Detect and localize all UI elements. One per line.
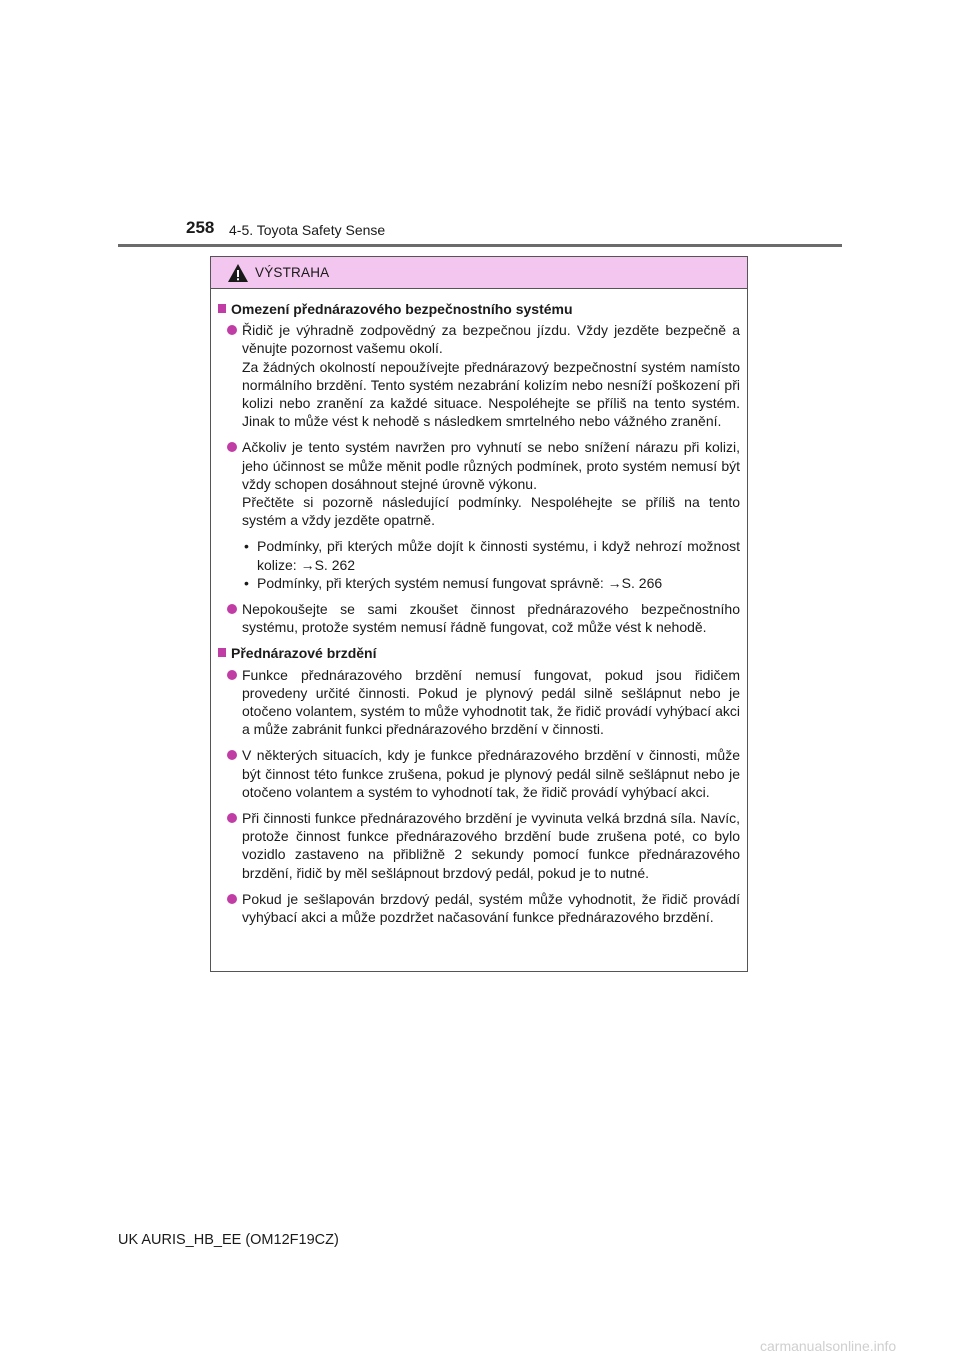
sub-list-item	[242, 574, 740, 592]
paragraph: Při činnosti funkce přednárazového brzdění je vyvinuta velká brzdná síla. Navíc, protože činnost funkce přednárazového brzdění bude zrušena poté, co bylo vozidlo zastaveno na přibližně 2 sekundy pomocí funkce přednárazového brzdění, řidič by měl sešlápnout brzdový pedál, pokud je to nutné.	[242, 810, 740, 881]
dot-bullet-icon: •	[244, 538, 249, 555]
warning-body	[211, 289, 747, 926]
model-code: UK AURIS_HB_EE (OM12F19CZ)	[118, 1232, 339, 1248]
sub-list-text: Podmínky, při kterých může dojít k činnosti systému, i když nehrozí možnost kolize: →S. 262	[257, 538, 740, 573]
section-title: 4-5. Toyota Safety Sense	[229, 222, 386, 238]
circle-bullet-icon	[227, 813, 237, 823]
watermark: carmanualsonline.info	[760, 1338, 897, 1354]
bullet-item	[218, 809, 740, 882]
warning-section	[218, 300, 740, 636]
page-number: 258	[186, 218, 215, 237]
paragraph: Za žádných okolností nepoužívejte přednárazový bezpečnostní systém namísto normálního brzdění. Tento systém nezabrání kolizím nebo nesníží poškození při kolizi nebo zranění za každé situace. Nespoléhejte se příliš na tento systém. Jinak to může vést k nehodě s následkem smrtelného nebo vážného zranění.	[242, 358, 740, 430]
warning-section	[218, 644, 740, 926]
circle-bullet-icon	[227, 894, 237, 904]
warning-box	[210, 256, 748, 972]
warning-header	[211, 257, 747, 289]
bullet-item	[218, 438, 740, 592]
circle-bullet-icon	[227, 670, 237, 680]
paragraph: Řidič je výhradně zodpovědný za bezpečnou jízdu. Vždy jezděte bezpečně a věnujte pozornost vašemu okolí.	[242, 322, 740, 357]
paragraph: Přečtěte si pozorně následující podmínky. Nespoléhejte se příliš na tento systém a vždy jezděte opatrně.	[242, 494, 740, 529]
section-heading-text: Přednárazové brzdění	[231, 645, 377, 662]
paragraph: V některých situacích, kdy je funkce přednárazového brzdění v činnosti, může být činnost této funkce zrušena, pokud je plynový pedál silně sešlápnut nebo je otočeno volantem a systém to vyhodnotí tak, že řidič provádí vyhýbací akci.	[242, 747, 740, 800]
sub-list-text: Podmínky, při kterých systém nemusí fungovat správně: →S. 266	[257, 574, 663, 591]
bullet-item	[218, 890, 740, 926]
circle-bullet-icon	[227, 442, 237, 452]
bullet-item	[218, 666, 740, 739]
square-marker-icon	[218, 648, 226, 657]
warning-label: VÝSTRAHA	[255, 265, 330, 280]
paragraph: Nepokoušejte se sami zkoušet činnost přednárazového bezpečnostního systému, protože systém nemusí řádně fungovat, což může vést k nehodě.	[242, 601, 740, 636]
warning-triangle-icon	[227, 263, 249, 283]
dot-bullet-icon: •	[244, 574, 249, 591]
paragraph: Pokud je sešlapován brzdový pedál, systém může vyhodnotit, že řidič provádí vyhýbací akci a může pozdržet načasování funkce přednárazového brzdění.	[242, 890, 740, 926]
sub-list	[242, 537, 740, 592]
circle-bullet-icon	[227, 325, 237, 335]
bullet-item	[218, 321, 740, 430]
circle-bullet-icon	[227, 604, 237, 614]
square-marker-icon	[218, 304, 226, 313]
section-heading-text: Omezení přednárazového bezpečnostního systému	[231, 301, 573, 317]
bullet-item	[218, 600, 740, 636]
bullet-item	[218, 746, 740, 801]
header-rule	[118, 244, 842, 247]
circle-bullet-icon	[227, 750, 237, 760]
paragraph: Ačkoliv je tento systém navržen pro vyhnutí se nebo snížení nárazu při kolizi, jeho účinnost se může měnit podle různých podmínek, proto systém nemusí být vždy schopen dosáhnout stejné úrovně výkonu.	[242, 439, 740, 492]
paragraph: Funkce přednárazového brzdění nemusí fungovat, pokud jsou řidičem provedeny určité činnosti. Pokud je plynový pedál silně sešlápnut nebo je otočeno volantem, systém to může vyhodnotit tak, že řidič provádí vyhýbací akci a může zabránit funkci přednárazového brzdění v činnosti.	[242, 666, 740, 738]
section-heading	[218, 300, 740, 318]
section-heading	[218, 644, 740, 662]
sub-list-item	[242, 537, 740, 573]
